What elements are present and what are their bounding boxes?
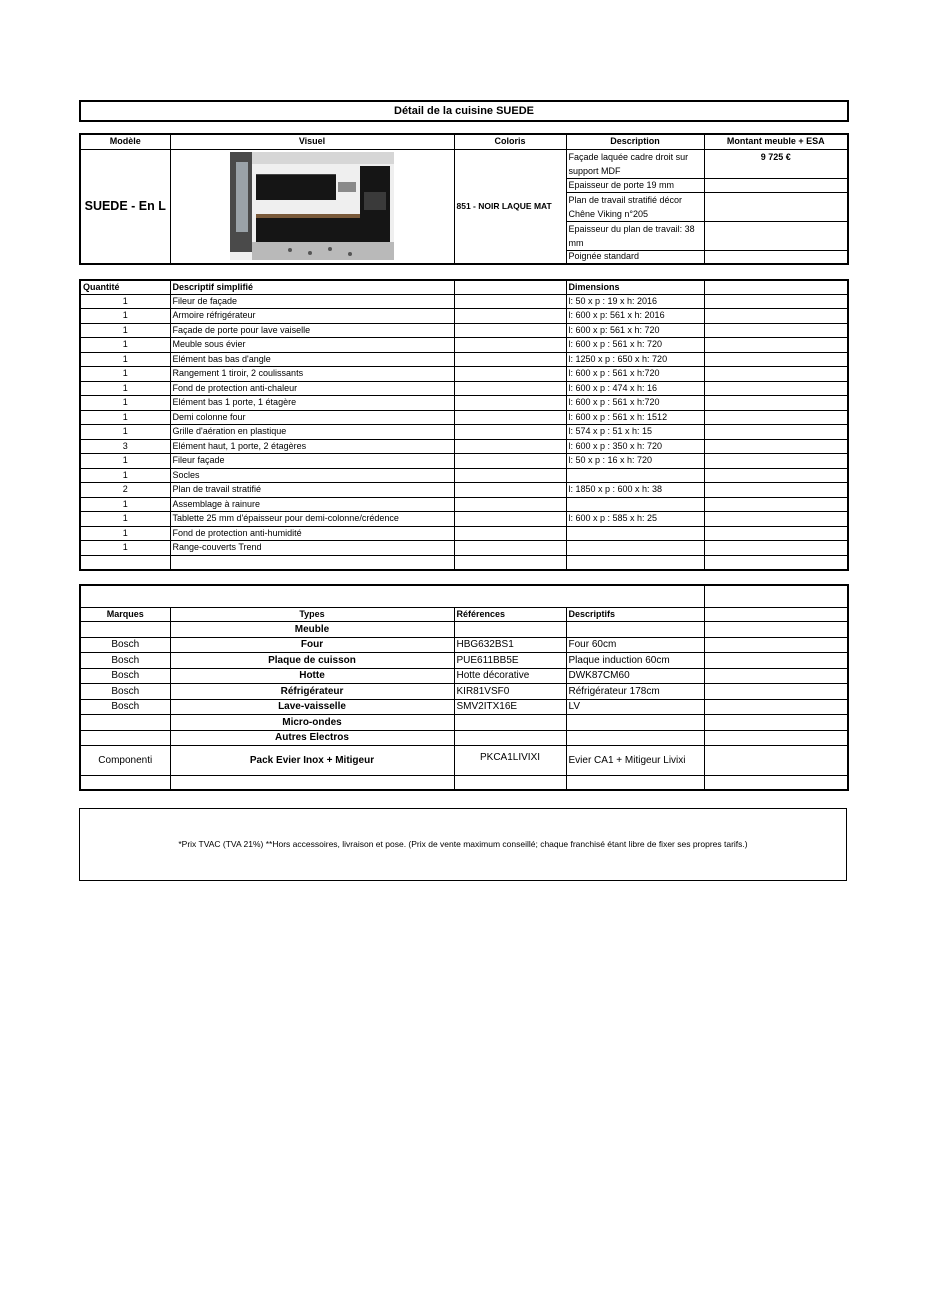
table-row	[80, 323, 848, 338]
header-model: Modèle	[80, 134, 170, 149]
meuble-label: Meuble	[170, 621, 454, 637]
table-row	[80, 730, 848, 746]
description-4: Epaisseur du plan de travail: 38 mm	[566, 221, 704, 250]
appliance-reference: HBG632BS1	[454, 637, 566, 653]
table-row	[80, 668, 848, 684]
appliance-description: Plaque induction 60cm	[566, 653, 704, 669]
table-row	[80, 454, 848, 469]
item-quantity: 1	[80, 541, 170, 556]
appliance-type: Plaque de cuisson	[170, 653, 454, 669]
table-row	[80, 526, 848, 541]
items-table	[79, 279, 849, 571]
item-quantity: 3	[80, 439, 170, 454]
item-description: Fond de protection anti-chaleur	[170, 381, 454, 396]
item-description: Range-couverts Trend	[170, 541, 454, 556]
item-description: Grille d'aération en plastique	[170, 425, 454, 440]
table-row	[80, 396, 848, 411]
table-row	[80, 715, 848, 731]
item-quantity: 1	[80, 309, 170, 324]
kitchen-photo	[230, 152, 394, 260]
item-quantity: 1	[80, 323, 170, 338]
item-description: Fileur de façade	[170, 294, 454, 309]
item-quantity: 1	[80, 468, 170, 483]
header-simple-description: Descriptif simplifié	[170, 280, 454, 294]
item-dimensions: l: 1850 x p : 600 x h: 38	[566, 483, 704, 498]
header-quantity: Quantité	[80, 280, 170, 294]
item-description: Fileur façade	[170, 454, 454, 469]
appliances-table	[79, 584, 849, 791]
appliance-description: Four 60cm	[566, 637, 704, 653]
description-2: Epaisseur de porte 19 mm	[566, 178, 704, 192]
item-description: Fond de protection anti-humidité	[170, 526, 454, 541]
appliance-type: Réfrigérateur	[170, 684, 454, 700]
appliance-reference	[454, 715, 566, 731]
header-brands: Marques	[80, 607, 170, 621]
table-row	[80, 653, 848, 669]
appliance-brand: Bosch	[80, 699, 170, 715]
kitchen-visual	[170, 149, 454, 264]
item-quantity: 1	[80, 396, 170, 411]
table-row	[80, 367, 848, 382]
item-dimensions: l: 50 x p : 19 x h: 2016	[566, 294, 704, 309]
componenti-desc: Evier CA1 + Mitigeur Livixi	[566, 746, 704, 776]
table-row	[80, 468, 848, 483]
appliance-brand: Bosch	[80, 637, 170, 653]
item-description: Demi colonne four	[170, 410, 454, 425]
appliance-description	[566, 715, 704, 731]
table-row	[80, 699, 848, 715]
item-description	[170, 555, 454, 570]
item-dimensions: l: 574 x p : 51 x h: 15	[566, 425, 704, 440]
item-description: Rangement 1 tiroir, 2 coulissants	[170, 367, 454, 382]
appliance-reference: SMV2ITX16E	[454, 699, 566, 715]
appliance-reference: KIR81VSF0	[454, 684, 566, 700]
appliance-description	[566, 730, 704, 746]
appliance-type: Four	[170, 637, 454, 653]
table-row	[80, 352, 848, 367]
item-quantity: 1	[80, 352, 170, 367]
table-row	[80, 637, 848, 653]
item-quantity: 1	[80, 526, 170, 541]
item-description: Elément bas bas d'angle	[170, 352, 454, 367]
item-dimensions: l: 600 x p : 561 x h:720	[566, 396, 704, 411]
componenti-brand: Componenti	[80, 746, 170, 776]
table-row	[80, 555, 848, 570]
item-quantity: 1	[80, 410, 170, 425]
appliance-reference: PUE611BB5E	[454, 653, 566, 669]
item-dimensions	[566, 555, 704, 570]
item-dimensions: l: 1250 x p : 650 x h: 720	[566, 352, 704, 367]
description-5: Poignée standard	[566, 250, 704, 264]
header-color: Coloris	[454, 134, 566, 149]
item-dimensions: l: 600 x p : 350 x h: 720	[566, 439, 704, 454]
table-row	[80, 425, 848, 440]
item-quantity	[80, 555, 170, 570]
item-quantity: 1	[80, 381, 170, 396]
header-types: Types	[170, 607, 454, 621]
appliance-type: Autres Electros	[170, 730, 454, 746]
item-quantity: 1	[80, 497, 170, 512]
item-description: Assemblage à rainure	[170, 497, 454, 512]
page-title: Détail de la cuisine SUEDE	[79, 100, 849, 122]
item-quantity: 2	[80, 483, 170, 498]
componenti-type: Pack Evier Inox + Mitigeur	[170, 746, 454, 776]
header-references: Références	[454, 607, 566, 621]
appliance-brand: Bosch	[80, 668, 170, 684]
appliance-type: Micro-ondes	[170, 715, 454, 731]
kitchen-illustration	[230, 152, 394, 260]
item-dimensions: l: 600 x p: 561 x h: 720	[566, 323, 704, 338]
item-quantity: 1	[80, 512, 170, 527]
item-dimensions	[566, 468, 704, 483]
appliance-description: Réfrigérateur 178cm	[566, 684, 704, 700]
item-dimensions	[566, 541, 704, 556]
description-1: Façade laquée cadre droit sur support MDF	[566, 149, 704, 178]
header-description: Description	[566, 134, 704, 149]
header-dimensions: Dimensions	[566, 280, 704, 294]
model-name: SUEDE - En L	[80, 149, 170, 264]
item-quantity: 1	[80, 338, 170, 353]
item-description: Elément bas 1 porte, 1 étagère	[170, 396, 454, 411]
table-row	[80, 309, 848, 324]
item-quantity: 1	[80, 454, 170, 469]
table-row	[80, 684, 848, 700]
table-row	[80, 497, 848, 512]
item-description: Tablette 25 mm d'épaisseur pour demi-colonne/crédence	[170, 512, 454, 527]
table-row	[80, 410, 848, 425]
table-row	[80, 541, 848, 556]
item-description: Meuble sous évier	[170, 338, 454, 353]
appliance-description: LV	[566, 699, 704, 715]
table-row	[80, 483, 848, 498]
appliance-type: Lave-vaisselle	[170, 699, 454, 715]
appliance-brand: Bosch	[80, 653, 170, 669]
table-row	[80, 381, 848, 396]
item-description: Plan de travail stratifié	[170, 483, 454, 498]
appliance-brand: Bosch	[80, 684, 170, 700]
appliance-type: Hotte	[170, 668, 454, 684]
price-value: 9 725 €	[704, 149, 848, 178]
item-dimensions: l: 600 x p: 561 x h: 2016	[566, 309, 704, 324]
item-description: Elément haut, 1 porte, 2 étagères	[170, 439, 454, 454]
item-dimensions: l: 600 x p : 561 x h: 720	[566, 338, 704, 353]
table-row	[80, 294, 848, 309]
description-3: Plan de travail stratifié décor Chêne Viking n°205	[566, 192, 704, 221]
item-dimensions: l: 50 x p : 16 x h: 720	[566, 454, 704, 469]
appliance-brand	[80, 730, 170, 746]
item-quantity: 1	[80, 367, 170, 382]
header-price: Montant meuble + ESA	[704, 134, 848, 149]
item-dimensions	[566, 497, 704, 512]
kitchen-summary-table	[79, 133, 849, 265]
item-dimensions: l: 600 x p : 561 x h: 1512	[566, 410, 704, 425]
color-name: 851 - NOIR LAQUE MAT	[454, 149, 566, 264]
header-visual: Visuel	[170, 134, 454, 149]
item-description: Façade de porte pour lave vaiselle	[170, 323, 454, 338]
table-row	[80, 338, 848, 353]
footer-note: *Prix TVAC (TVA 21%) **Hors accessoires, livraison et pose. (Prix de vente maximum conseillé; chaque franchisé étant libre de fixer ses propres tarifs.)	[79, 808, 847, 881]
appliance-reference	[454, 730, 566, 746]
item-dimensions: l: 600 x p : 585 x h: 25	[566, 512, 704, 527]
item-dimensions: l: 600 x p : 561 x h:720	[566, 367, 704, 382]
item-description: Armoire réfrigérateur	[170, 309, 454, 324]
header-descriptifs: Descriptifs	[566, 607, 704, 621]
item-dimensions: l: 600 x p : 474 x h: 16	[566, 381, 704, 396]
item-quantity: 1	[80, 425, 170, 440]
item-description: Socles	[170, 468, 454, 483]
table-row	[80, 512, 848, 527]
appliance-brand	[80, 715, 170, 731]
table-row	[80, 439, 848, 454]
item-quantity: 1	[80, 294, 170, 309]
appliance-reference: Hotte décorative	[454, 668, 566, 684]
componenti-ref: PKCA1LIVIXI	[454, 746, 566, 776]
appliance-description: DWK87CM60	[566, 668, 704, 684]
item-dimensions	[566, 526, 704, 541]
